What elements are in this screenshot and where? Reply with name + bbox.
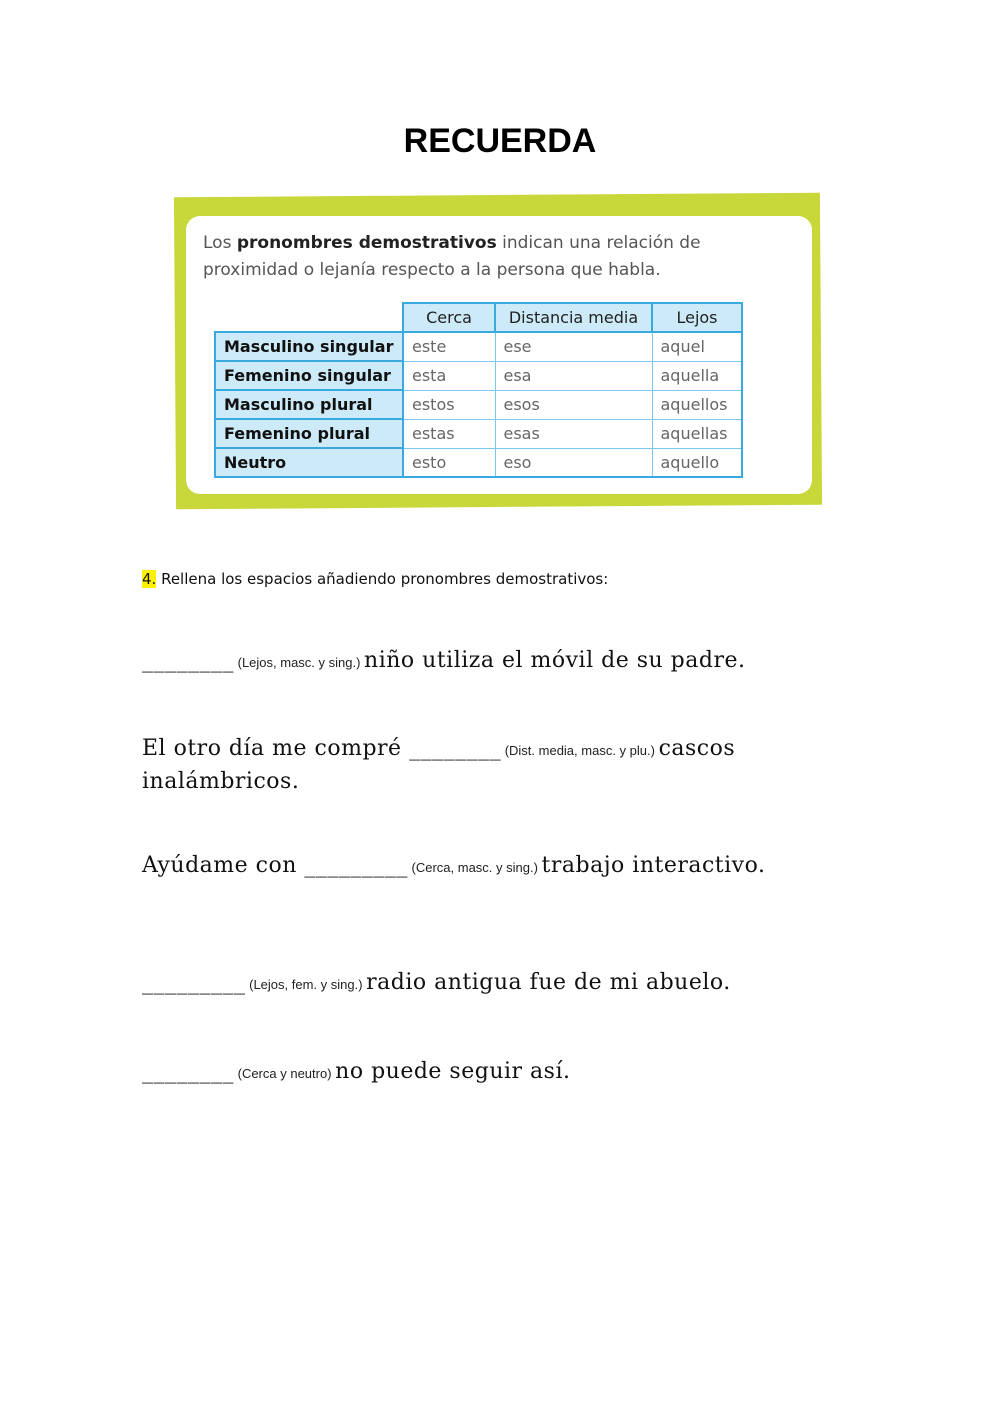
row-label: Femenino singular — [215, 361, 403, 390]
table-row — [215, 390, 742, 419]
table-cell: estos — [403, 390, 495, 419]
table-corner — [215, 303, 403, 332]
table-cell: eso — [495, 448, 652, 477]
instruction-text: Rellena los espacios añadiendo pronombres demostrativos: — [156, 570, 609, 588]
row-label: Masculino singular — [215, 332, 403, 361]
sentence-1: ________ (Lejos, masc. y sing.) niño utiliza el móvil de su padre. — [142, 648, 746, 673]
table-cell: ese — [495, 332, 652, 361]
table-row — [215, 332, 742, 361]
sentence-3: Ayúdame con _________ (Cerca, masc. y sing.) trabajo interactivo. — [142, 853, 766, 878]
table-cell: esas — [495, 419, 652, 448]
row-label: Masculino plural — [215, 390, 403, 419]
table-cell: esa — [495, 361, 652, 390]
intro-bold-term: pronombres demostrativos — [236, 233, 497, 253]
answer-blank[interactable]: ________ — [142, 648, 234, 673]
table-cell: estas — [403, 419, 495, 448]
table-row — [215, 419, 742, 448]
hint: (Cerca, masc. y sing.) — [407, 860, 542, 875]
intro-text: Los pronombres demostrativos indican una relación de proximidad o lejanía respecto a la persona que habla. — [203, 233, 701, 280]
answer-blank[interactable]: _________ — [142, 970, 246, 995]
table-cell: aquellos — [652, 390, 742, 419]
sentence-4: _________ (Lejos, fem. y sing.) radio antigua fue de mi abuelo. — [142, 970, 731, 995]
table-cell: aquello — [652, 448, 742, 477]
header-cerca: Cerca — [403, 303, 495, 332]
exercise-number: 4. — [142, 570, 157, 588]
table-cell: aquellas — [652, 419, 742, 448]
sentence-2: El otro día me compré ________ (Dist. media, masc. y plu.) cascos inalámbricos. — [142, 736, 736, 794]
table-cell: esto — [403, 448, 495, 477]
exercise-instruction — [142, 570, 608, 588]
table-header-row — [215, 303, 742, 332]
table-row — [215, 361, 742, 390]
table-cell: esos — [495, 390, 652, 419]
table-cell: este — [403, 332, 495, 361]
header-distancia-media: Distancia media — [495, 303, 652, 332]
hint: (Lejos, masc. y sing.) — [234, 655, 365, 670]
pronouns-table — [214, 302, 743, 478]
hint: (Dist. media, masc. y plu.) — [501, 743, 659, 758]
table-cell: aquel — [652, 332, 742, 361]
table-row — [215, 448, 742, 477]
row-label: Femenino plural — [215, 419, 403, 448]
answer-blank[interactable]: _________ — [304, 853, 408, 878]
hint: (Lejos, fem. y sing.) — [245, 977, 367, 992]
table-cell: esta — [403, 361, 495, 390]
header-lejos: Lejos — [652, 303, 742, 332]
page-title: RECUERDA — [403, 122, 597, 160]
answer-blank[interactable]: ________ — [142, 1059, 234, 1084]
hint: (Cerca y neutro) — [234, 1066, 336, 1081]
table-cell: aquella — [652, 361, 742, 390]
sentence-5: ________ (Cerca y neutro) no puede seguir así. — [142, 1059, 571, 1084]
answer-blank[interactable]: ________ — [409, 736, 502, 761]
row-label: Neutro — [215, 448, 403, 477]
